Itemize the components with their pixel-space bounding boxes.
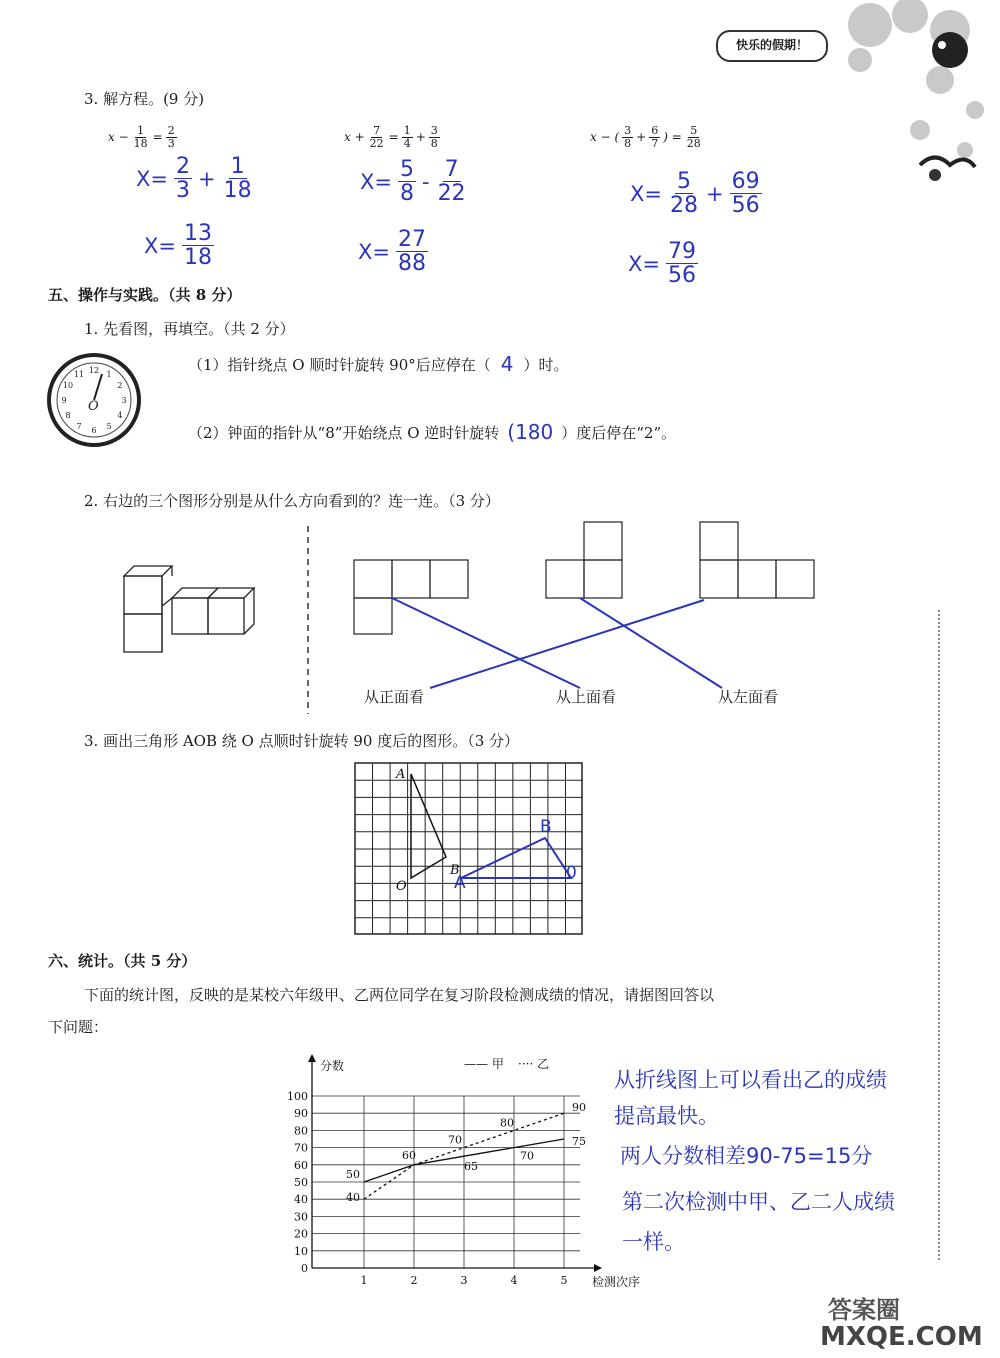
chart-xlabel: 检测次序 xyxy=(592,1275,641,1289)
chart-ytick-label: 60 xyxy=(294,1158,308,1172)
clock-number: 11 xyxy=(73,370,85,380)
s5-q1-p1-answer: 4 xyxy=(500,352,514,376)
line-chart xyxy=(280,1048,660,1298)
solution-1-step: X= $\frac{2}{3}$ + $\frac{1}{18}$ xyxy=(136,154,252,204)
section6-intro-2: 下问题： xyxy=(48,1018,109,1036)
chart-xtick-label: 3 xyxy=(460,1274,468,1287)
legend-b: ···· 乙 xyxy=(518,1057,550,1071)
view-label-front: 从正面看 xyxy=(364,688,425,706)
watermark-text: MXQE.COM xyxy=(820,1322,983,1352)
equation-2: x + $\frac{7}{22}$ = $\frac{1}{4}$ + $\frac{3}{8}$ xyxy=(344,124,438,150)
s5-q2-title: 2. 右边的三个图形分别是从什么方向看到的？连一连。（3 分） xyxy=(84,492,500,510)
clock-number: 10 xyxy=(62,381,74,390)
chart-data-label: 60 xyxy=(402,1148,416,1162)
label-hw-O: 0 xyxy=(566,863,577,883)
clock-number: 2 xyxy=(117,381,123,390)
chart-xtick-label: 5 xyxy=(560,1274,568,1287)
chart-x-arrow xyxy=(594,1264,602,1272)
label-B: B xyxy=(450,863,460,878)
chart-data-label: 70 xyxy=(448,1133,462,1147)
label-hw-A: A xyxy=(454,873,466,893)
chart-xtick-label: 2 xyxy=(410,1274,418,1287)
chart-ytick-label: 70 xyxy=(294,1141,308,1155)
clock-figure xyxy=(46,352,142,448)
chart-xtick-label: 4 xyxy=(510,1274,518,1287)
chart-ytick-label: 20 xyxy=(294,1227,308,1241)
answer-line-5: 一样。 xyxy=(622,1230,685,1254)
clock-number: 6 xyxy=(91,426,97,435)
cube-stack xyxy=(124,566,254,652)
s5-q3-title: 3. 画出三角形 AOB 绕 O 点顺时针旋转 90 度后的图形。（3 分） xyxy=(84,732,520,750)
chart-ytick-label: 100 xyxy=(287,1090,308,1103)
clock-center-label: O xyxy=(88,399,99,414)
equation-3: x − ( $\frac{3}{8}$ + $\frac{6}{7}$ ) = $\frac{5}{28}$ xyxy=(590,124,701,150)
solution-1-answer: X= $\frac{13}{18}$ xyxy=(144,221,212,271)
legend-a: —— 甲 xyxy=(464,1057,504,1071)
chart-data-label: 80 xyxy=(500,1116,514,1130)
chart-xtick-label: 1 xyxy=(360,1274,368,1287)
s5-q1-p2-answer: (180 xyxy=(507,420,554,444)
section6-title: 六、统计。（共 5 分） xyxy=(48,952,197,970)
answer-lines xyxy=(392,598,722,688)
s5-q1-p2: （2）钟面的指针从“8”开始绕点 O 逆时针旋转 (180 ）度后停在“2”。 xyxy=(188,420,677,444)
chart-ytick-label: 0 xyxy=(301,1262,308,1275)
chart-ytick-label: 50 xyxy=(294,1176,308,1189)
s5-q1-title: 1. 先看图，再填空。（共 2 分） xyxy=(84,320,295,338)
section5-title: 五、操作与实践。（共 8 分） xyxy=(48,286,242,304)
section6-intro-1: 下面的统计图，反映的是某校六年级甲、乙两位同学在复习阶段检测成绩的情况，请据图回答以 xyxy=(84,986,715,1004)
clock-number: 4 xyxy=(117,411,123,420)
clock-number: 12 xyxy=(88,366,100,375)
watermark-logo: 答案圈 xyxy=(828,1296,900,1324)
answer-line-1: 从折线图上可以看出乙的成绩 xyxy=(614,1068,887,1092)
solution-2-step: X= $\frac{5}{8}$ - $\frac{7}{22}$ xyxy=(360,157,466,207)
solution-3-step: X= $\frac{5}{28}$ + $\frac{69}{56}$ xyxy=(630,169,760,219)
chart-ytick-label: 40 xyxy=(294,1193,308,1207)
clock-number: 3 xyxy=(121,396,127,405)
clock-number: 1 xyxy=(106,370,112,380)
solution-2-answer: X= $\frac{27}{88}$ xyxy=(358,227,426,277)
margin-dotted-line xyxy=(938,610,940,1260)
chart-data-label: 70 xyxy=(520,1149,534,1163)
chart-data-label: 75 xyxy=(572,1135,586,1148)
chart-ytick-label: 30 xyxy=(294,1210,308,1224)
solution-3-answer: X= $\frac{79}{56}$ xyxy=(628,239,696,289)
label-O: O xyxy=(396,879,407,894)
label-hw-B: B xyxy=(540,817,552,837)
view-label-left: 从左面看 xyxy=(718,688,779,706)
chart-ylabel: 分数 xyxy=(320,1059,345,1073)
equation-1: x − $\frac{1}{18}$ = $\frac{2}{3}$ xyxy=(108,124,175,150)
chart-data-label: 65 xyxy=(464,1160,478,1174)
clock-number: 7 xyxy=(76,421,82,431)
clock-number: 5 xyxy=(106,421,112,431)
view-label-top: 从上面看 xyxy=(556,688,617,706)
chart-ytick-label: 90 xyxy=(294,1107,308,1121)
answer-line-3: 两人分数相差90-75=15分 xyxy=(620,1144,873,1168)
s5-q1-p1: （1）指针绕点 O 顺时针旋转 90°后应停在（ 4 ）时。 xyxy=(188,352,569,376)
clock-number: 9 xyxy=(61,396,67,405)
q3-title: 3. 解方程。(9 分) xyxy=(84,90,205,108)
chart-data-label: 90 xyxy=(572,1101,586,1115)
rotation-grid xyxy=(354,762,584,936)
chart-ytick-label: 80 xyxy=(294,1124,308,1138)
chart-y-arrow xyxy=(308,1054,316,1062)
chart-ytick-label: 10 xyxy=(294,1244,308,1258)
answer-line-2: 提高最快。 xyxy=(614,1104,719,1128)
header-decoration xyxy=(800,0,1000,210)
clock-number: 8 xyxy=(65,411,71,420)
view-shapes xyxy=(354,522,814,634)
label-A: A xyxy=(396,767,406,782)
triangle-AOB xyxy=(411,774,446,878)
chart-data-label: 50 xyxy=(346,1168,360,1181)
header-badge: 快乐的假期！ xyxy=(716,30,828,62)
answer-line-4: 第二次检测中甲、乙二人成绩 xyxy=(622,1190,895,1214)
chart-data-label: 40 xyxy=(346,1191,360,1205)
